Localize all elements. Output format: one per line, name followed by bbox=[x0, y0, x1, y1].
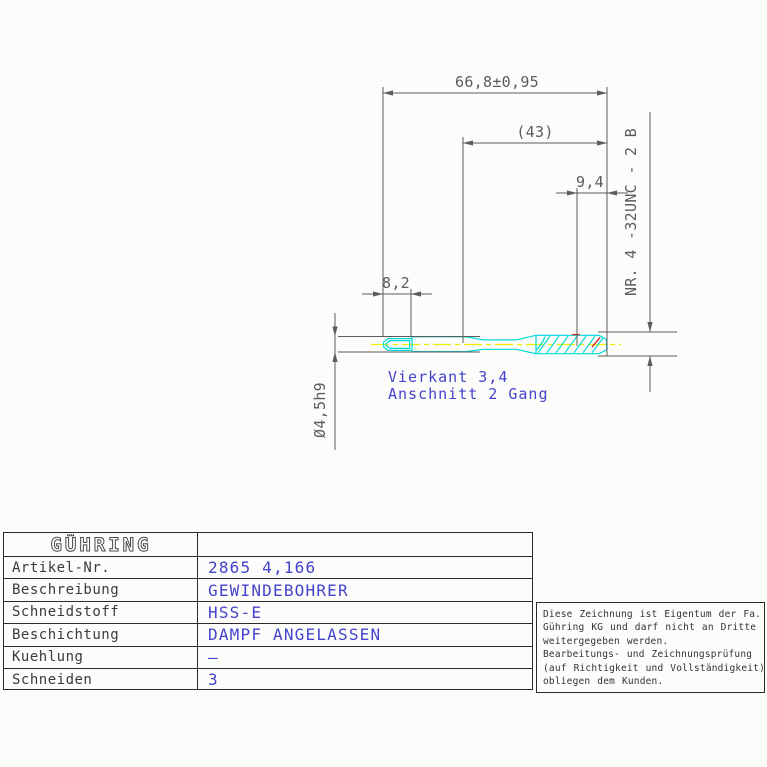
thread-cone-top bbox=[516, 335, 536, 340]
table-row bbox=[4, 601, 532, 623]
row-label: Schneiden bbox=[4, 669, 198, 690]
dim-square-length-text: 8,2 bbox=[382, 274, 410, 292]
square-note: Vierkant 3,4 bbox=[388, 368, 509, 386]
row-value: – bbox=[208, 647, 219, 667]
logo-row bbox=[4, 533, 532, 556]
row-value: HSS-E bbox=[208, 602, 263, 622]
row-value: GEWINDEBOHRER bbox=[208, 580, 349, 600]
row-label: Beschichtung bbox=[4, 624, 198, 645]
table-row bbox=[4, 578, 532, 600]
disclaimer-line: Diese Zeichnung ist Eigentum der Fa. bbox=[543, 609, 762, 620]
row-value: 2865 4,166 bbox=[208, 558, 317, 578]
dim-lead-length-text: 9,4 bbox=[576, 173, 604, 191]
disclaimer-line: weitergegeben werden. bbox=[543, 635, 669, 647]
disclaimer-line: (auf Richtigkeit und Vollständigkeit) bbox=[543, 662, 766, 674]
disclaimer-line: Bearbeitungs- und Zeichnungsprüfung bbox=[543, 649, 753, 661]
flute-curve bbox=[536, 337, 545, 351]
dim-thread-length-text: (43) bbox=[516, 123, 554, 141]
neck-taper-bottom bbox=[466, 349, 483, 351]
arrow-icon bbox=[332, 327, 337, 337]
arrow-icon bbox=[411, 291, 421, 296]
arrow-icon bbox=[373, 291, 383, 296]
disclaimer-box bbox=[536, 602, 765, 693]
row-label: Kuehlung bbox=[4, 647, 198, 668]
table-row bbox=[4, 623, 532, 645]
table-row bbox=[4, 646, 532, 668]
arrow-icon bbox=[463, 140, 473, 145]
row-label: Beschreibung bbox=[4, 579, 198, 600]
table-row bbox=[4, 668, 532, 690]
row-label: Artikel-Nr. bbox=[4, 557, 198, 578]
row-value: DAMPF ANGELASSEN bbox=[208, 625, 382, 645]
arrow-icon bbox=[647, 322, 652, 332]
arrow-icon bbox=[597, 140, 607, 145]
arrow-icon bbox=[567, 190, 577, 195]
arrow-icon bbox=[647, 356, 652, 366]
row-label: Schneidstoff bbox=[4, 602, 198, 623]
thread-cone-bottom bbox=[516, 349, 536, 353]
guehring-logo bbox=[11, 534, 191, 556]
arrow-icon bbox=[383, 90, 393, 95]
guehring-logo-text: GÜHRING bbox=[49, 533, 152, 556]
tip-chamfer-bottom bbox=[599, 350, 607, 354]
row-value: 3 bbox=[208, 670, 219, 690]
arrowheads bbox=[332, 90, 652, 366]
dim-total-length-text: 66,8±0,95 bbox=[455, 73, 539, 91]
arrow-icon bbox=[607, 190, 617, 195]
lead-note: Anschnitt 2 Gang bbox=[388, 385, 549, 403]
logo-cell bbox=[4, 533, 198, 556]
disclaimer-line: obliegen dem Kunden. bbox=[543, 676, 664, 688]
logo-row-spacer bbox=[198, 533, 532, 556]
table-row bbox=[4, 556, 532, 578]
neck-taper-top bbox=[466, 337, 483, 340]
disclaimer-line: Gühring KG und darf nicht an Dritte bbox=[543, 622, 757, 634]
thread-designation-text: NR. 4 -32UNC - 2 B bbox=[622, 128, 640, 296]
title-block-table bbox=[3, 532, 533, 690]
arrow-icon bbox=[332, 352, 337, 362]
dim-shank-diameter-text: Ø4,5h9 bbox=[311, 382, 329, 438]
arrow-icon bbox=[597, 90, 607, 95]
